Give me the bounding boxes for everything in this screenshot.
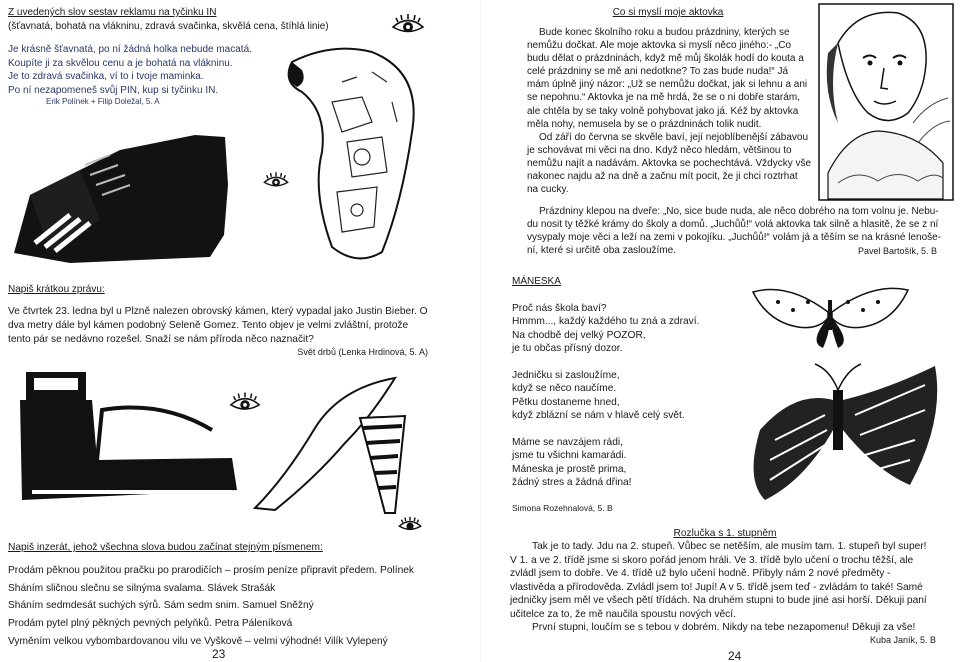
story-full-line: vysypaly moje věci a leží na zemi v pokojíku. „Juchůů!“ volám já a těším se na krásné lenoše- — [527, 232, 942, 244]
moth-drawing — [735, 360, 950, 510]
story-line: Od září do června se skvěle baví, její nejoblíbenější zábavou — [539, 131, 809, 143]
short-text-heading-label: Napiš krátkou zprávu: — [8, 284, 105, 295]
ad-line: Sháním sličnou slečnu se silnýma svalama. Slávek Strašák — [8, 582, 276, 594]
story-line: Bude konec školního roku a budou prázdniny, kterých se — [539, 27, 790, 38]
story-line: nakonec najdu až na dně a začnu mít pocit, že ji chci roztrhat — [527, 171, 798, 183]
farewell-title: Rozlučka s 1. stupněm — [673, 528, 777, 539]
poem-line: Proč nás škola baví? — [512, 303, 607, 314]
heel-shoe-drawing — [245, 368, 420, 518]
poem-line: Pětku dostaneme hned, — [512, 396, 620, 408]
portrait-drawing — [818, 3, 954, 201]
poem-body — [512, 302, 742, 514]
verse-heading: Z uvedených slov sestav reklamu na tyčinku IN — [8, 7, 217, 18]
verse-subheading: (šťavnatá, bohatá na vlákninu, zdravá svačinka, skvělá cena, štíhlá linie) — [8, 20, 329, 32]
poem-author: Simona Rozehnalová, 5. B — [512, 503, 613, 513]
story-line: nemůžu najít a nadávám. Aktovka se pochechtává. Vždycky vše — [527, 157, 812, 169]
story-full-line: du nosit ty těžké krámy do školy a domů. „Juchůů!“ volá aktovka tak silně a hlasitě, že se z ní — [527, 219, 939, 231]
poem-line: když zblázní se nám v hlavě celý svět. — [512, 409, 685, 421]
short-text-block — [8, 305, 428, 358]
story-line: mám úplně jiný názor: „Už se nemůžu dočkat, jak si lehnu a ani — [527, 79, 808, 91]
eye-icon — [397, 514, 423, 534]
poem-title-label: MÁNESKA — [512, 276, 561, 287]
poem-line: je tu občas přísný dozor. — [512, 342, 623, 354]
short-text-body: Ve čtvrtek 23. ledna byl u Plzně nalezen obrovský kámen, který vypadal jako Justin Bieber. O dva metry dále byl kámen podobný Seleně Gomez. Tento objev je velmi zvláštní, protože tento pár se nedávno rozešel. Snaží se nám příroda něco naznačit? — [8, 306, 428, 345]
poem-line: Máme se navzájem rádi, — [512, 437, 623, 448]
story-full-line: Prázdniny klepou na dveře: „No, sice bude nuda, ale něco dobrého na tom volnu je. Nebu- — [539, 206, 939, 217]
poem-line: Máneska je prostě prima, — [512, 463, 627, 475]
verse-block — [8, 6, 388, 33]
verse-line: Po ní nezapomeneš svůj PIN, kup si tyčinku IN. — [8, 84, 219, 96]
story-line: ale chtěla by se taky volně pohybovat jako já. Kéž by aktovka — [527, 105, 799, 117]
story-full-line: ní, které si určitě oba zasloužíme. — [527, 245, 676, 257]
poem-line: Na chodbě dej velký POZOR, — [512, 329, 646, 341]
ad-block — [8, 541, 448, 649]
story-line: nemůžu dočkat. Ale moje aktovka si myslí něco jiného:- „Co — [527, 40, 792, 52]
verse-line: Koupíte ji za skvělou cenu a je bohatá na vlákninu. — [8, 57, 233, 69]
poem-line: když se něco naučíme. — [512, 383, 617, 395]
farewell-block — [510, 527, 940, 647]
poem-title — [512, 275, 561, 289]
story-line: se nepohnu.“ Aktovka je na mě hrdá, že se o ni dobře starám, — [527, 92, 800, 104]
poem-line: Jedničku si zasloužíme, — [512, 370, 620, 381]
short-text-heading — [8, 283, 105, 297]
eye-icon — [390, 10, 426, 38]
page-gutter — [480, 0, 481, 662]
ad-line: Sháním sedmdesát suchých sýrů. Sám sedm snim. Samuel Sněžný — [8, 600, 314, 612]
ad-line: Prodám pytel plný pěkných pevných pelyňků. Petra Páleníková — [8, 618, 293, 630]
story-line: na cucky. — [527, 184, 569, 196]
farewell-line: vlastivěda a přírodověda. Zvládl jsem to! Jupí! A v 5. třídě jsem teď - zvládám to také! Samé — [510, 581, 923, 593]
verse-line: Je krásně šťavnatá, po ní žádná holka nebude macatá. — [8, 44, 252, 55]
story-author: Pavel Bartošík, 5. B — [858, 246, 938, 256]
story-line: měla nohy, nemusela by se o prázdninách tolik nudit. — [527, 118, 762, 130]
butterfly-drawing — [748, 282, 913, 350]
farewell-line: jedničky jsem měl ve všech pětí třídách. Na druhém stupni to bude jiné asi horší. Děkuji paní — [510, 595, 927, 607]
striped-sneaker-drawing — [12, 370, 242, 515]
story-line: je schovávat mi věci na dno. Když něco hledám, většinou to — [527, 144, 792, 156]
ad-heading: Napiš inzerát, jehož všechna slova budou začínat stejným písmenem: — [8, 542, 323, 553]
short-text-author: Svět drbů (Lenka Hrdinová, 5. A) — [297, 347, 428, 358]
verse-line: Je to zdravá svačinka, ví to i tvoje maminka. — [8, 71, 204, 82]
story-title-label: Co si myslí moje aktovka — [612, 7, 724, 18]
farewell-line: zvládl jsem to dobře. Ve 4. třídě už bylo učení hodně. Přibyly nám 2 nové předměty - — [510, 568, 891, 580]
page-number-right: 24 — [728, 649, 742, 662]
farewell-author: Kuba Janík, 5. B — [869, 634, 936, 645]
ad-line: Prodám pěknou použitou pračku po prarodičích – prosím peníze připravit předem. Polínek — [8, 564, 415, 576]
sneaker-drawing — [10, 125, 260, 265]
page-number-left: 23 — [212, 647, 226, 661]
ad-line: Vyměním velkou vybombardovanou vilu ve Vyškově – velmi výhodné! Vilík Vylepený — [8, 635, 388, 647]
story-line: budu dělat o prázdninách, když mě můj školák hodí do kouta a — [527, 53, 804, 65]
farewell-line: Tak je to tady. Jdu na 2. stupeň. Vůbec se netěším, ale musím tam. 1. stupeň byl super! — [532, 541, 927, 553]
farewell-line: V 1. a ve 2. třídě jsme si skoro pořád jenom hráli. Ve 3. třídě bylo učení o trochu těžší, ale — [510, 554, 914, 566]
story-line: celé prázdniny se mě ani nedotkne? To zas bude nuda!“ Já — [527, 66, 789, 78]
story-title — [528, 6, 808, 20]
poem-line: jsme tu všichni kamarádi. — [512, 450, 627, 462]
farewell-line: učitelce za to, že mě naučila spoustu nových věcí. — [510, 608, 736, 620]
story-body — [527, 26, 827, 196]
poem-line: Hmmm..., každý každého tu zná a zdraví. — [512, 316, 700, 328]
poem-line: žádný stres a žádná dřina! — [512, 476, 632, 488]
farewell-line: První stupni, loučím se s tebou v dobrém. Nikdy na tebe nezapomenu! Děkuji za vše! — [532, 622, 916, 634]
verse-author: Erik Polínek + Filip Doležal, 5. A — [46, 97, 160, 106]
shoe-horn-drawing — [262, 42, 437, 267]
